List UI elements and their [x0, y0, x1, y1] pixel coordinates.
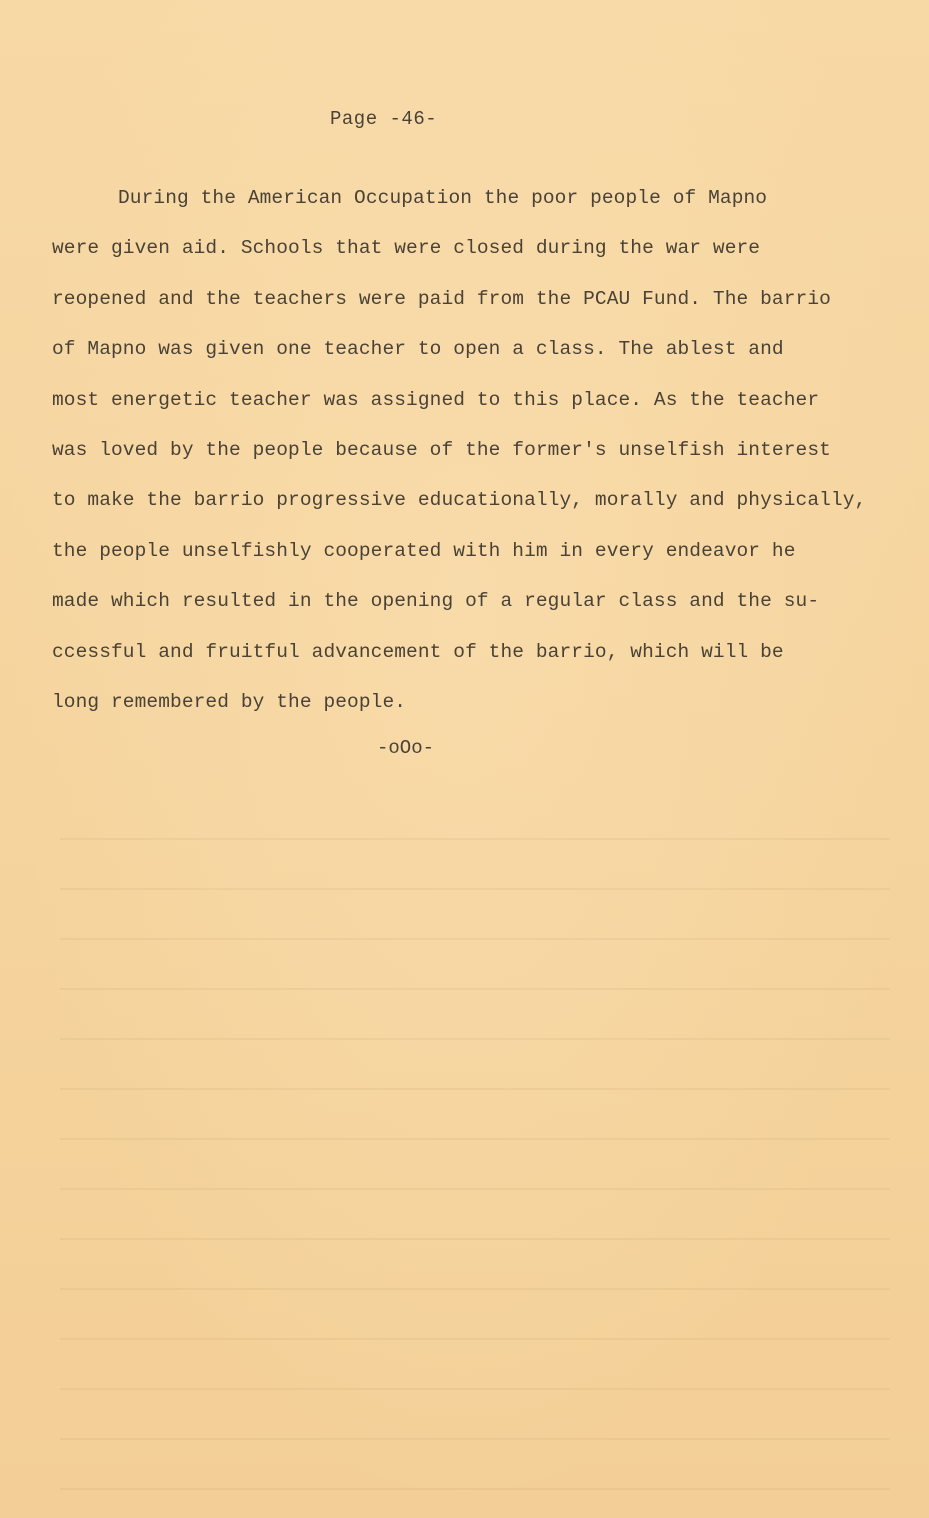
paragraph-line: most energetic teacher was assigned to this place. As the teacher [52, 388, 820, 411]
paragraph-line: was loved by the people because of the former's unselfish interest [52, 438, 831, 461]
paragraph-line: were given aid. Schools that were closed during the war were [52, 237, 761, 260]
bleed-through-texture [60, 800, 890, 1500]
paragraph-line: made which resulted in the opening of a regular class and the su- [52, 590, 820, 613]
body-paragraph [52, 181, 922, 735]
paragraph-line: the people unselfishly cooperated with him in every endeavor he [52, 539, 796, 562]
paragraph-line: reopened and the teachers were paid from the PCAU Fund. The barrio [52, 287, 831, 310]
paragraph-line: During the American Occupation the poor people of Mapno [118, 187, 768, 209]
paragraph-line: to make the barrio progressive educationally, morally and physically, [52, 489, 867, 512]
paragraph-line: long remembered by the people. [52, 690, 407, 713]
paragraph-line: of Mapno was given one teacher to open a class. The ablest and [52, 338, 784, 361]
section-separator: -oOo- [377, 737, 435, 759]
page-number: Page -46- [330, 108, 438, 130]
paragraph-line: ccessful and fruitful advancement of the barrio, which will be [52, 640, 784, 663]
